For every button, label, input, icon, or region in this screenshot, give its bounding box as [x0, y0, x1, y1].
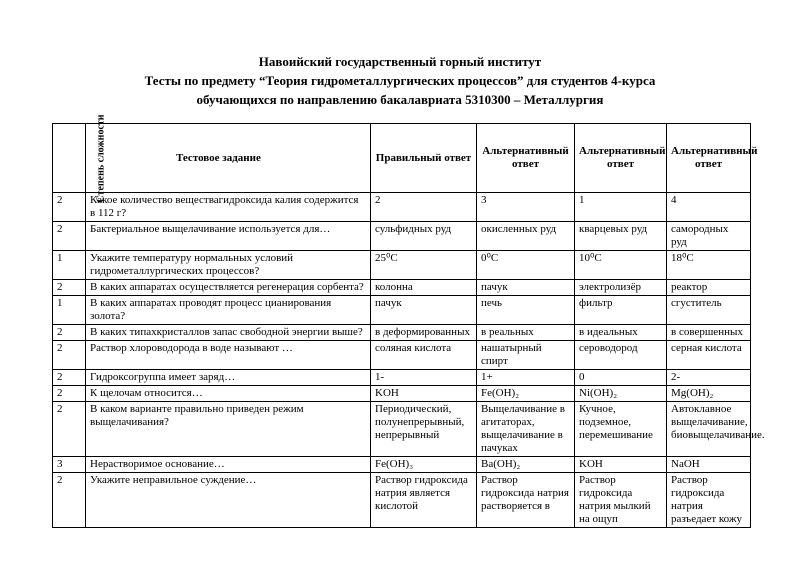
table-row: [53, 251, 751, 280]
cell-level: 2: [53, 473, 86, 528]
cell-task: Бактериальное выщелачивание используется для…: [86, 222, 371, 251]
cell-alt2: 10⁰С: [575, 251, 667, 280]
cell-alt1: нашатырный спирт: [477, 341, 575, 370]
cell-alt3: Mg(OH)₂: [667, 386, 751, 402]
cell-alt1: печь: [477, 296, 575, 325]
cell-alt1: Выщелачивание в агитаторах, выщелачивание в пачуках: [477, 402, 575, 457]
cell-task: В каком варианте правильно приведен режим выщелачивания?: [86, 402, 371, 457]
table-row: [53, 341, 751, 370]
cell-alt3: NaOH: [667, 457, 751, 473]
cell-correct: в деформированных: [371, 325, 477, 341]
cell-task: В каких аппаратах осуществляется регенерация сорбента?: [86, 280, 371, 296]
cell-alt3: самородных руд: [667, 222, 751, 251]
table-row: [53, 296, 751, 325]
cell-alt3: 4: [667, 193, 751, 222]
cell-task: Раствор хлороводорода в воде называют …: [86, 341, 371, 370]
cell-correct: соляная кислота: [371, 341, 477, 370]
cell-alt1: 1+: [477, 370, 575, 386]
table-row: [53, 402, 751, 457]
cell-correct: 25⁰С: [371, 251, 477, 280]
cell-level: 2: [53, 386, 86, 402]
cell-alt1: Раствор гидроксида натрия растворяется в: [477, 473, 575, 528]
col-header-correct: Правильный ответ: [371, 124, 477, 193]
cell-level: 2: [53, 280, 86, 296]
cell-task: Гидроксогруппа имеет заряд…: [86, 370, 371, 386]
cell-level: 2: [53, 370, 86, 386]
cell-correct: пачук: [371, 296, 477, 325]
cell-task: Какое количество веществагидроксида калия содержится в 112 г?: [86, 193, 371, 222]
cell-level: 1: [53, 296, 86, 325]
cell-alt2: кварцевых руд: [575, 222, 667, 251]
cell-level: 2: [53, 341, 86, 370]
cell-correct: колонна: [371, 280, 477, 296]
cell-level: 3: [53, 457, 86, 473]
cell-correct: Периодический, полунепрерывный, непрерывный: [371, 402, 477, 457]
cell-alt1: 0⁰С: [477, 251, 575, 280]
cell-alt3: в совершенных: [667, 325, 751, 341]
cell-alt2: фильтр: [575, 296, 667, 325]
cell-task: К щелочам относится…: [86, 386, 371, 402]
cell-correct: 1-: [371, 370, 477, 386]
cell-correct: 2: [371, 193, 477, 222]
cell-alt1: окисленных руд: [477, 222, 575, 251]
cell-correct: сульфидных руд: [371, 222, 477, 251]
cell-alt3: сгуститель: [667, 296, 751, 325]
cell-alt3: Раствор гидроксида натрия разъедает кожу: [667, 473, 751, 528]
col-header-alt1: Альтернативный ответ: [477, 124, 575, 193]
cell-correct: Раствор гидроксида натрия является кислотой: [371, 473, 477, 528]
cell-alt2: Раствор гидроксида натрия мылкий на ощуп: [575, 473, 667, 528]
cell-alt2: Кучное, подземное, перемешивание: [575, 402, 667, 457]
table-body: [53, 193, 765, 528]
cell-alt1: пачук: [477, 280, 575, 296]
cell-task: В каких типахкристаллов запас свободной энергии выше?: [86, 325, 371, 341]
cell-alt2: сероводород: [575, 341, 667, 370]
cell-level: 2: [53, 222, 86, 251]
cell-alt1: Fe(OH)₂: [477, 386, 575, 402]
cell-level: 2: [53, 193, 86, 222]
cell-alt3: реактор: [667, 280, 751, 296]
col-header-task: Тестовое задание: [86, 124, 371, 193]
cell-alt1: 3: [477, 193, 575, 222]
program-title: обучающихся по направлению бакалавриата 5310300 – Металлургия: [196, 92, 604, 107]
cell-level: 2: [53, 402, 86, 457]
cell-alt1: Ba(OH)₂: [477, 457, 575, 473]
table-row: [53, 280, 751, 296]
table-row: [53, 386, 751, 402]
cell-alt2: 1: [575, 193, 667, 222]
subject-title: Тесты по предмету “Теория гидрометаллургических процессов” для студентов 4-курса: [144, 73, 656, 88]
col-header-level: [53, 113, 107, 203]
col-header-level-text: Степень сложности: [95, 113, 107, 203]
cell-correct: KOH: [371, 386, 477, 402]
cell-alt3: 2-: [667, 370, 751, 386]
cell-alt2: электролизёр: [575, 280, 667, 296]
cell-alt3: Автоклавное выщелачивание, биовыщелачивание.: [667, 402, 751, 457]
table-row: [53, 222, 751, 251]
cell-alt2: Ni(OH)₂: [575, 386, 667, 402]
cell-correct: Fe(OH)₃: [371, 457, 477, 473]
cell-task: В каких аппаратах проводят процесс цианирования золота?: [86, 296, 371, 325]
cell-level: 1: [53, 251, 86, 280]
cell-task: Укажите неправильное суждение…: [86, 473, 371, 528]
tests-table: [52, 113, 765, 528]
cell-task: Нерастворимое основание…: [86, 457, 371, 473]
cell-level: 2: [53, 325, 86, 341]
cell-task: Укажите температуру нормальных условий гидрометаллургических процессов?: [86, 251, 371, 280]
cell-alt1: в реальных: [477, 325, 575, 341]
table-header-row: [53, 124, 751, 193]
table-row: [53, 325, 751, 341]
cell-alt2: в идеальных: [575, 325, 667, 341]
col-header-alt3: Альтернативный ответ: [667, 124, 751, 193]
table-row: [53, 193, 751, 222]
cell-alt3: серная кислота: [667, 341, 751, 370]
table-row: [53, 473, 751, 528]
cell-alt2: 0: [575, 370, 667, 386]
table-row: [53, 457, 751, 473]
cell-alt2: KOH: [575, 457, 667, 473]
table-row: [53, 370, 751, 386]
document-header: [0, 52, 800, 109]
institute-title: Навоийский государственный горный институт: [258, 54, 542, 69]
col-header-alt2: Альтернативный ответ: [575, 124, 667, 193]
cell-alt3: 18⁰С: [667, 251, 751, 280]
